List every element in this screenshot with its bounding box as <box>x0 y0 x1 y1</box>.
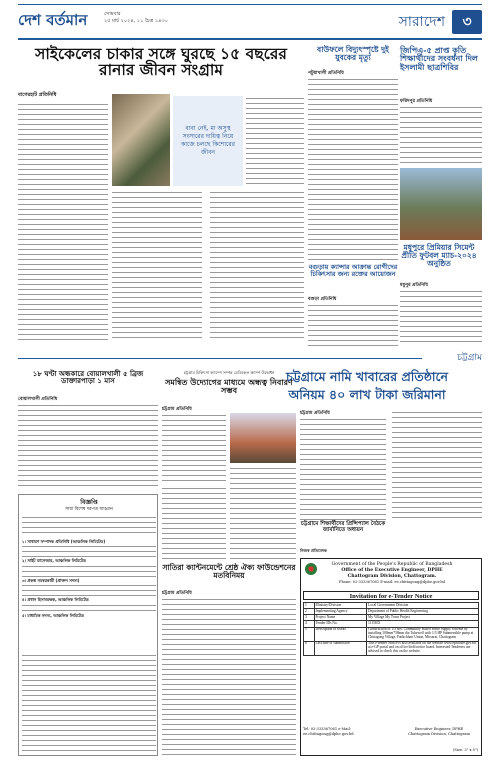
story-gpa-byline: ফরিদপুর প্রতিনিধি <box>400 99 433 104</box>
gov-row-label: Implementing Agency <box>314 609 367 615</box>
issue-day: সোমবার <box>104 11 121 17</box>
story-hospital-byline: নিজস্ব প্রতিবেদক <box>300 548 327 553</box>
gov-row-label: Project Name <box>314 615 367 621</box>
story-gpa-block <box>400 46 482 346</box>
story-boat-body <box>18 403 158 490</box>
story-death <box>308 46 398 346</box>
story-death-headline: বাউফলে বিদ্যুৎস্পৃষ্টে দুই যুবকের মৃত্যু <box>317 45 389 62</box>
gov-row-value: 1115833 <box>367 621 479 627</box>
story-unity-body <box>162 597 296 756</box>
gov-row-value: My Village My Town Project <box>367 615 479 621</box>
tender-small-item: ৪। প্রধান হিসাবরক্ষক, আঞ্চলিক লিমিটেড <box>22 597 89 603</box>
gov-notice-table <box>303 602 479 656</box>
story-cycle-body-col3-top <box>246 96 304 186</box>
story-fine-byline: চট্টগ্রাম প্রতিনিধি <box>300 411 330 416</box>
gov-table-row <box>304 641 479 655</box>
gov-row-label: Tender IDs No. <box>314 621 367 627</box>
gov-row-no: 3 <box>304 615 315 621</box>
tender-small-item-text <box>22 564 156 578</box>
gov-row-value: Department of Public Health Engineering <box>367 609 479 615</box>
gov-signatory: Executive Engineer, DPHE <box>414 727 464 731</box>
story-hospital-headline: চট্টগ্রামে শিক্ষার্থীদের প্রিন্সিপ্যাল বৈঠকে জার্মানিতে অধ্যয়ন <box>300 521 386 533</box>
story-blood-byline: বগুড়া প্রতিনিধি <box>308 297 337 302</box>
gov-row-label: Description of works <box>314 627 367 641</box>
gov-notice-footer <box>303 727 479 747</box>
story-blood-headline: বগুড়ায় ক্যান্সার আক্রান্ত রোগীদের চিকিৎসার জন্য রক্তের আয়োজন <box>308 263 398 278</box>
story-gpa-title: জিপিএ-৫ প্রাপ্ত কৃতি শিক্ষার্থীদের সংবর্ধনা দিল ইসলামী ছাত্রশিবির <box>400 45 478 72</box>
gov-row-no: 1 <box>304 603 315 609</box>
story-fine-headline-2: অনিয়ম ৪০ লাখ টাকা জরিমানা <box>288 387 446 402</box>
gov-footer-right <box>399 727 479 747</box>
story-football-body <box>400 289 482 346</box>
gov-line-1: Government of the People's Republic of Bangladesh <box>331 562 453 567</box>
gov-row-no: 6 <box>304 641 315 655</box>
newspaper-logo <box>18 9 98 33</box>
gov-emblem <box>305 563 317 575</box>
story-death-body <box>308 77 398 261</box>
masthead <box>0 0 500 42</box>
section-title <box>295 10 445 34</box>
story-fine-body-col2 <box>392 410 482 520</box>
story-boat <box>18 370 158 490</box>
tender-small-item: ২। সাইট ম্যানেজার, আঞ্চলিক লিমিটেড <box>22 558 86 564</box>
tender-small-item: ১। সাধারণ সম্পাদক প্রতিনিধি (আঞ্চলিক লিমিটেড) <box>22 539 106 544</box>
story-camp-photo <box>230 413 296 463</box>
tender-small-item-text <box>22 583 156 597</box>
gov-line-4: Phone: 02-333367061 E-mail: ee.chittagong@dphe.gov.bd <box>339 579 445 584</box>
tender-small-title: বিজ্ঞপ্তি <box>80 499 98 506</box>
story-boat-byline: বোয়ালখালী প্রতিনিধি <box>18 397 58 402</box>
story-cycle <box>18 46 304 346</box>
story-cycle-body-col3 <box>210 190 304 342</box>
masthead-top-rule <box>18 4 482 5</box>
story-camp-headline: সমন্বিত উদ্যোগের মাধ্যমে অন্ধত্ব নিবারণ সম্ভব <box>165 377 293 396</box>
story-fine-body-col1 <box>300 417 386 520</box>
gov-signatory-office: Chattogram Division, Chattogram <box>408 731 470 736</box>
story-unity-headline: সাতিরা ক্যান্টনমেন্টে শ্রেষ্ঠ ঐক্য ফাউন্ডেশনের মতবিনিময় <box>162 563 296 580</box>
gov-row-no: 5 <box>304 627 315 641</box>
story-camp-kicker: চট্টগ্রাম চিকিৎসা ক্যাম্পে সম্পন্ন মেডিকেল ক্যাম্প উদ্বোধন <box>183 370 275 375</box>
story-cycle-headline: সাইকেলের চাকার সঙ্গে ঘুরছে ১৫ বছরের রানার জীবন সংগ্রাম <box>35 44 287 80</box>
page-number: ৩ <box>452 10 482 34</box>
gov-tender-notice <box>300 558 482 756</box>
story-camp-body-2 <box>230 466 296 560</box>
story-gpa-photo <box>400 168 482 240</box>
chattogram-label: চট্টগ্রাম <box>422 350 482 366</box>
story-hospital <box>300 522 386 556</box>
gov-row-value: Construction of 1/3 nos. Community Based Water Supply Scheme by installing 100mm*38mm dia Tubewell with 1/3 HP Submersible pump at Chittagong Village, Fatikchhari Union, Mirsarai, Chattogram <box>367 627 479 641</box>
tender-small-item: ৫। মাধ্যমিক সদস্য, আঞ্চলিক লিমিটেড <box>22 612 84 618</box>
story-boat-headline: ১৮ ঘণ্টা অন্ধকারে বোয়ালখালী ৫ ব্রিজ ডাক্তারপাড়া ১ মাস <box>32 369 144 386</box>
tender-small-item: ৩। প্রকল্প সমন্বয়কারী (প্রাক্তন সদস্য) <box>22 577 80 583</box>
gov-row-no: 2 <box>304 609 315 615</box>
story-gpa-body <box>400 105 482 165</box>
story-camp-body-3 <box>162 486 226 560</box>
story-camp-byline: চট্টগ্রাম প্রতিনিধি <box>162 407 192 412</box>
logo-text: দেশ বর্তমান <box>18 11 88 29</box>
masthead-date-block <box>104 11 214 33</box>
story-fine-headline-1: চট্টগ্রামে নামি খাবারের প্রতিষ্ঠানে <box>286 369 448 384</box>
gov-row-value: Local Government Division <box>367 603 479 609</box>
gov-row-no: 4 <box>304 621 315 627</box>
gov-notice-title: Invitation for e-Tender Notice <box>303 591 479 600</box>
gov-row-label: Last date of submission <box>314 641 367 655</box>
gov-line-2: Office of the Executive Engineer, DPHE <box>341 567 443 573</box>
photo-caption-text: বাবা নেই, মা অসুস্থ সংসারের দায়িত্ব নিয়ে কাজে চলছে কিশোরের জীবন <box>181 125 235 156</box>
gov-footer-left: Tel: 02-333367061 e-Mail: ee.chittagong@dphe.gov.bd <box>303 727 354 736</box>
story-football-headline: মধুপুরে প্রিমিয়ার সিমেন্ট প্রীতি ফুটবল ম্যাচ-২০২৪ অনুষ্ঠিত <box>401 243 477 268</box>
story-unity <box>162 564 296 756</box>
tender-small-item-text <box>22 603 156 613</box>
masthead-bottom-rule <box>18 38 482 40</box>
gov-notice-table-wrap <box>303 602 479 722</box>
tender-small-body <box>22 653 156 753</box>
issue-date: ২৫ মার্চ ২০২৪, ১১ চৈত্র ১৪৩০ <box>104 17 168 24</box>
tender-small <box>18 494 158 756</box>
chattogram-section-bar <box>18 350 482 366</box>
gov-notice-header <box>319 562 465 590</box>
story-blood-body <box>308 303 398 346</box>
gov-table-row <box>304 627 479 641</box>
story-cycle-photo-caption <box>173 96 243 186</box>
story-cycle-photo <box>112 94 170 186</box>
story-cycle-body-col2 <box>112 190 202 342</box>
tender-small-subtitle: সারা বিশেষ দরপত্র আহ্বান <box>65 507 113 512</box>
story-football-byline: মধুপুর প্রতিনিধি <box>400 283 428 288</box>
chattogram-rule <box>18 358 482 359</box>
story-unity-byline: চট্টগ্রাম প্রতিনিধি <box>162 591 192 596</box>
story-death-byline: পটুয়াখালী প্রতিনিধি <box>308 71 344 76</box>
story-cycle-byline: বাগেরহাট প্রতিনিধি <box>18 92 57 98</box>
gov-row-value: This e-tender Notice is also available on the website www.eprocure.gov.bd at e-GP portal and on office/field notice board. Interested Tenderers are advised to check this on the website. <box>367 641 479 655</box>
gov-line-3: Chattogram Division, Chattogram. <box>347 573 437 579</box>
tender-small-item-text <box>22 544 156 558</box>
story-camp-body <box>162 413 226 483</box>
gov-row-label: Ministry/Division <box>314 603 367 609</box>
story-cycle-body-col1 <box>18 102 108 342</box>
section-name: সারাদেশ <box>398 14 445 30</box>
gov-size-note: (Size: 3" x 5") <box>453 748 478 752</box>
story-fine <box>286 369 482 520</box>
tender-small-intro <box>22 515 156 537</box>
tender-small-items <box>22 539 156 649</box>
